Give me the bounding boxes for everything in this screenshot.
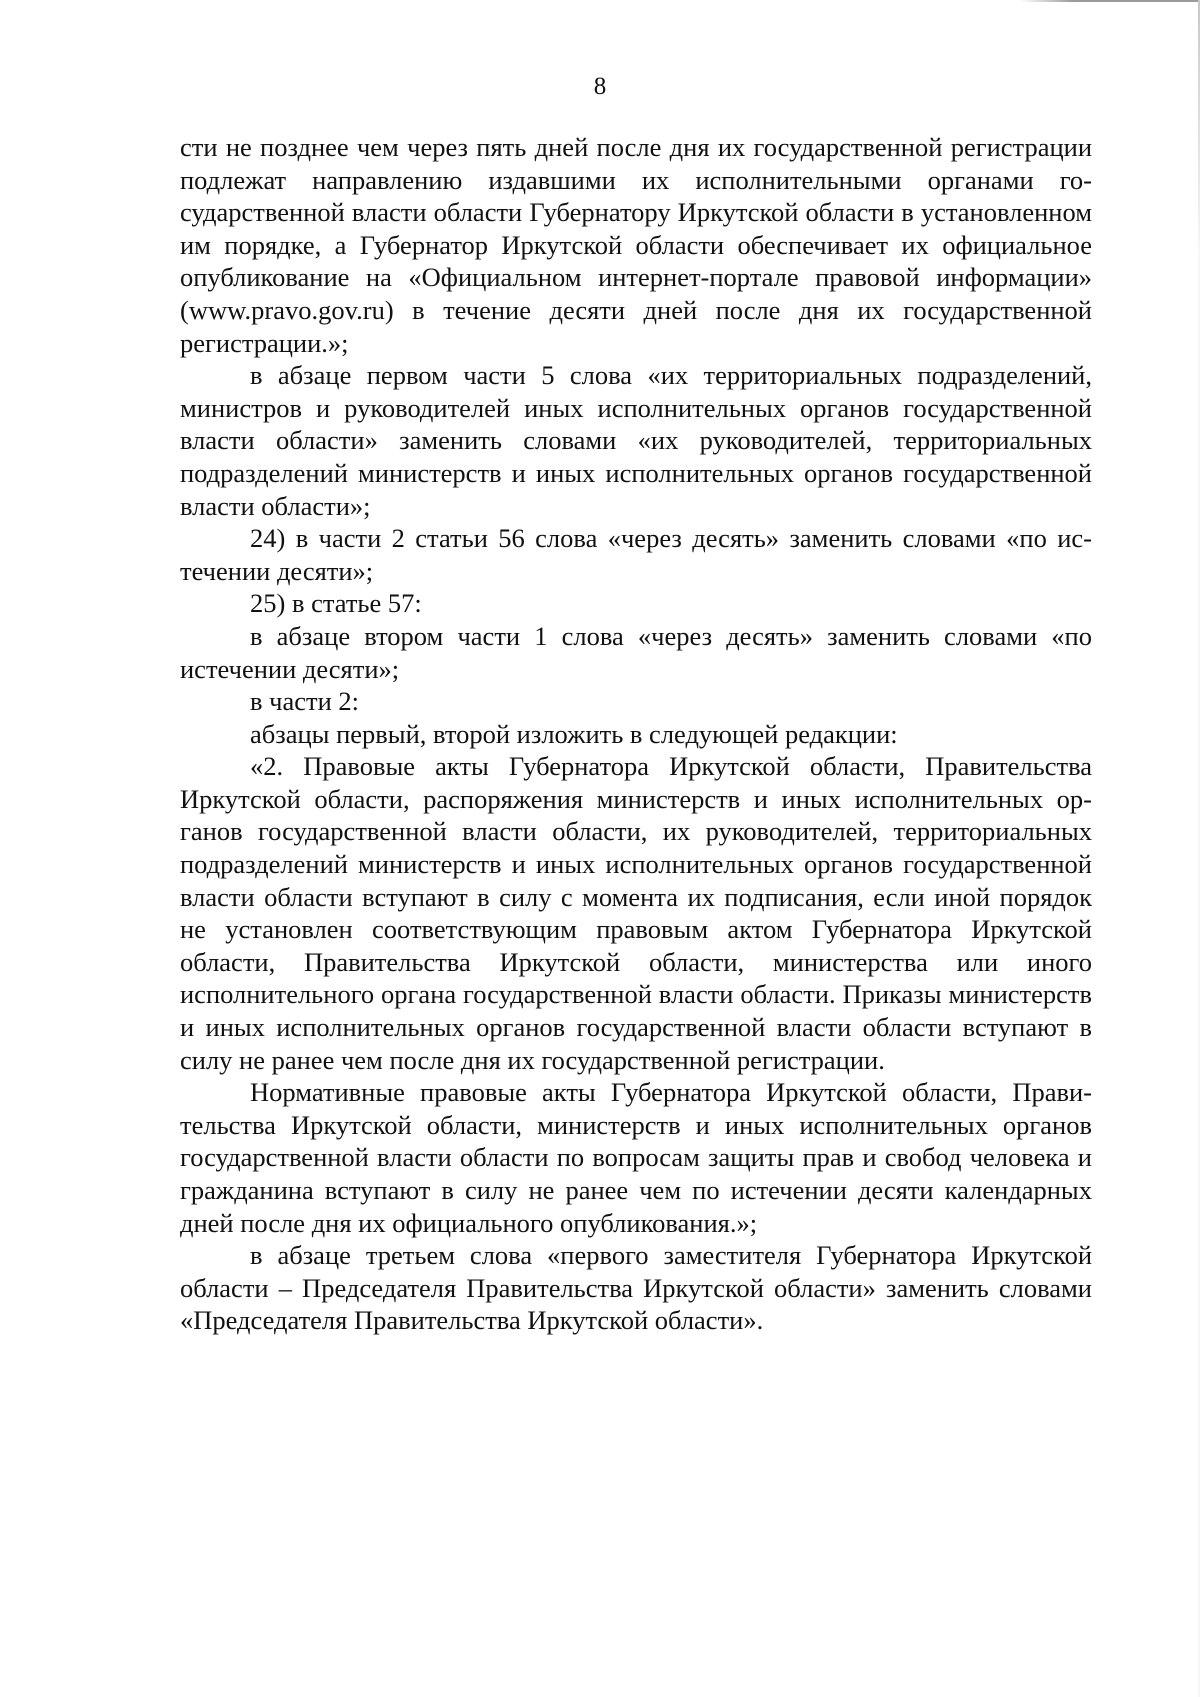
paragraph-5: в абзаце втором части 1 слова «через десять» заменить словами «по истечении десяти»;: [180, 620, 1092, 684]
paragraph-4: 25) в статье 57:: [250, 588, 422, 619]
scan-edge-artifact: [1020, 0, 1200, 2]
paragraph-8: «2. Правовые акты Губернатора Иркутской области, Правительства Иркутской области, распоряжения министерств и иных исполнительных органов государственной власти области, их руководителей, территориальных подразделений министерств и иных исполнительных органов государственной власти области вступают в силу с момента их подписания, если иной порядок не установлен соответствующим правовым актом Губернатора Иркутской области, Правительства Иркутской области, министерства или иного исполнительного органа государственной власти области. Приказы министерств и иных исполнительных органов государственной власти области вступают в силу не ранее чем после дня их государственной регистрации.: [180, 751, 1092, 1075]
paragraph-6: в части 2:: [250, 686, 359, 717]
page-number: 8: [593, 73, 607, 100]
document-body: [180, 131, 1092, 1337]
paragraph-1: сти не позднее чем через пять дней после дня их государственной регистрации подлежат направлению издавшими их исполнительными органами государственной власти области Губернатору Иркутской области в установленном им порядке, а Губернатор Иркутской области обеспечивает их официальное опубликование на «Официальном интернет-портале правовой информации» (www.pravo.gov.ru) в течение десяти дней после дня их государственной регистрации.»;: [180, 132, 1092, 358]
paragraph-9: Нормативные правовые акты Губернатора Иркутской области, Правительства Иркутской области, министерств и иных исполнительных органов государственной власти области по вопросам защиты прав и свобод человека и гражданина вступают в силу не ранее чем по истечении десяти календарных дней после дня их официального опубликования.»;: [180, 1077, 1092, 1238]
paragraph-3: 24) в части 2 статьи 56 слова «через десять» заменить словами «по истечении десяти»;: [180, 523, 1092, 586]
paragraph-10: в абзаце третьем слова «первого заместителя Губернатора Иркутской области – Председателя Правительства Иркутской области» заменить словами «Председателя Правительства Иркутской области».: [180, 1240, 1092, 1336]
paragraph-2: в абзаце первом части 5 слова «их территориальных подразделений, министров и руководителей иных исполнительных органов государственной власти области» заменить словами «их руководителей, территориальных подразделений министерств и иных исполнительных органов государственной власти области»;: [180, 360, 1092, 521]
paragraph-7: абзацы первый, второй изложить в следующей редакции:: [250, 718, 898, 749]
